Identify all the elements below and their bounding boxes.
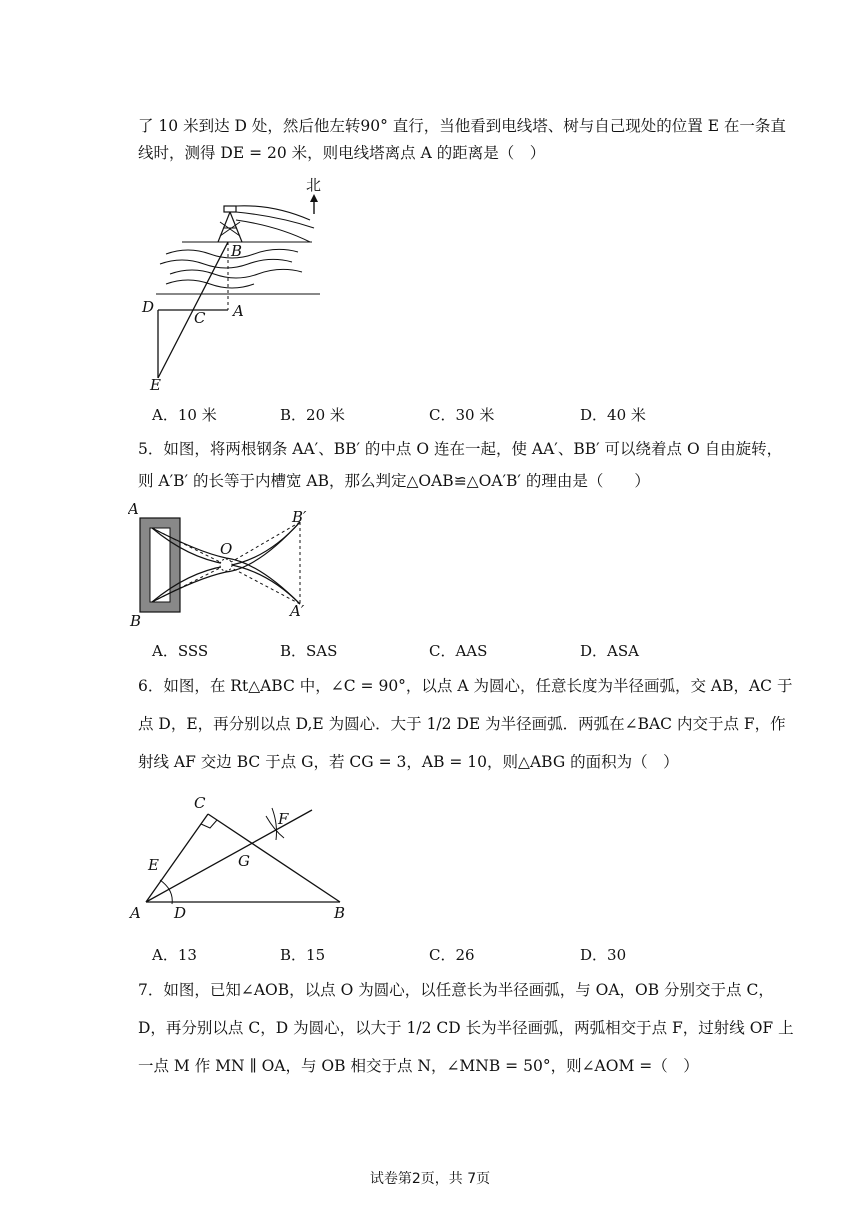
- label-B: B: [231, 242, 243, 260]
- q6-text-line-1: 6．如图，在 Rt△ABC 中，∠C = 90°，以点 A 为圆心，任意长度为半径画弧，交 AB，AC 于: [138, 677, 793, 695]
- label-A-prime: A′: [290, 602, 305, 620]
- north-label: 北: [306, 176, 322, 194]
- label-B-prime: B′: [292, 508, 307, 526]
- q6-figure: [128, 790, 348, 920]
- label-O: O: [220, 540, 233, 558]
- q4-option-d[interactable]: D．40 米: [580, 406, 646, 424]
- label-A: A: [128, 500, 139, 518]
- q6-option-c[interactable]: C．26: [429, 946, 475, 964]
- q7-text-line-1: 7．如图，已知∠AOB，以点 O 为圆心，以任意长为半径画弧，与 OA，OB 分别交于点 C，: [138, 981, 774, 999]
- q5-option-d[interactable]: D．ASA: [580, 642, 639, 660]
- q4-figure: [138, 176, 338, 396]
- q6-text-line-3: 射线 AF 交边 BC 于点 G，若 CG = 3，AB = 10，则△ABG 的面积为（ ）: [138, 753, 679, 771]
- label-E: E: [148, 856, 159, 874]
- q5-option-c[interactable]: C．AAS: [429, 642, 488, 660]
- q5-figure: [128, 500, 328, 630]
- label-C: C: [194, 794, 206, 812]
- q4-text-line-2: 线时，测得 DE = 20 米，则电线塔离点 A 的距离是（ ）: [138, 144, 546, 162]
- label-B: B: [130, 612, 142, 630]
- page-footer: 试卷第2页，共 7页: [369, 1171, 491, 1187]
- q7-text-line-3: 一点 M 作 MN ∥ OA，与 OB 相交于点 N，∠MNB = 50°，则∠AOM =（ ）: [138, 1057, 699, 1075]
- q6-option-b[interactable]: B．15: [280, 946, 326, 964]
- q5-text-line-1: 5．如图，将两根钢条 AA′、BB′ 的中点 O 连在一起，使 AA′、BB′ 可以绕着点 O 自由旋转，: [138, 440, 783, 458]
- q4-option-b[interactable]: B．20 米: [280, 406, 345, 424]
- label-G: G: [238, 852, 250, 870]
- q6-option-a[interactable]: A．13: [152, 946, 197, 964]
- q5-text-line-2: 则 A′B′ 的长等于内槽宽 AB，那么判定△OAB≌△OA′B′ 的理由是（ ）: [138, 472, 650, 490]
- q6-option-d[interactable]: D．30: [580, 946, 627, 964]
- label-B: B: [334, 904, 346, 920]
- q4-option-a[interactable]: A．10 米: [152, 406, 217, 424]
- label-D: D: [174, 904, 187, 920]
- q5-option-b[interactable]: B．SAS: [280, 642, 338, 660]
- label-C: C: [194, 309, 206, 327]
- q5-option-a[interactable]: A．SSS: [152, 642, 209, 660]
- label-D: D: [142, 298, 155, 316]
- q6-text-line-2: 点 D，E，再分别以点 D,E 为圆心．大于 1/2 DE 为半径画弧．两弧在∠BAC 内交于点 F，作: [138, 715, 786, 733]
- label-A: A: [233, 302, 244, 320]
- q4-option-c[interactable]: C．30 米: [429, 406, 495, 424]
- q7-text-line-2: D，再分别以点 C，D 为圆心，以大于 1/2 CD 长为半径画弧，两弧相交于点 F，过射线 OF 上: [138, 1019, 794, 1037]
- label-A: A: [130, 904, 141, 920]
- label-E: E: [150, 376, 161, 394]
- label-F: F: [278, 810, 289, 828]
- q4-text-line-1: 了 10 米到达 D 处，然后他左转90° 直行，当他看到电线塔、树与自己现处的位置 E 在一条直: [138, 117, 786, 135]
